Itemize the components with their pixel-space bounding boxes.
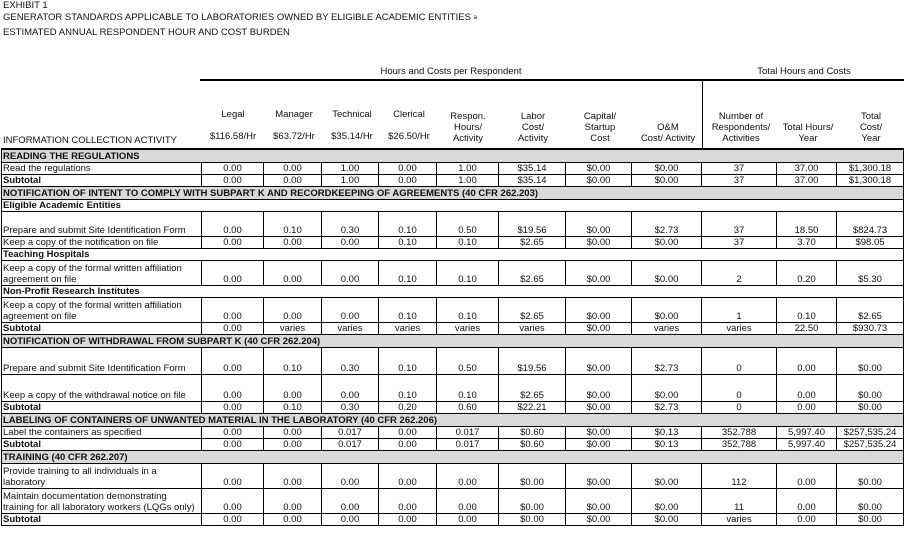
value-cell: $0.00 [837,464,904,489]
value-cell: $0.00 [566,175,632,187]
value-cell: 0.00 [379,464,437,489]
table-row [2,489,904,514]
table-row [2,375,904,402]
value-cell: 37 [702,175,777,187]
col-clerical: Clerical $26.50/Hr [388,109,430,142]
value-cell: $0.00 [499,464,566,489]
value-cell: $98.05 [837,237,904,249]
value-cell: $0.00 [632,261,702,286]
value-cell: $0.60 [499,439,566,451]
value-cell: 0.10 [264,402,322,414]
value-cell: 0.10 [437,298,499,323]
exhibit-label: EXHIBIT 1 [3,0,48,11]
value-cell: 0.017 [437,427,499,439]
value-cell: 0.20 [777,261,837,286]
value-cell: 0.00 [264,175,322,187]
value-cell: $0.00 [566,212,632,237]
value-cell: 0.10 [379,237,437,249]
value-cell: 37.00 [777,175,837,187]
value-cell: 0.00 [264,464,322,489]
value-cell: 0.10 [379,348,437,375]
group-header-totals: Total Hours and Costs [757,66,851,77]
value-cell: 0.00 [379,514,437,526]
value-cell: 0.10 [264,348,322,375]
activity-cell: Subtotal [2,175,202,187]
activity-cell: Prepare and submit Site Identification Form [2,212,202,237]
value-cell: 0.00 [202,212,264,237]
value-cell: $824.73 [837,212,904,237]
activity-cell: Subtotal [2,323,202,335]
value-cell: 37.00 [777,163,837,175]
value-cell: 0.00 [322,514,379,526]
value-cell: 0.10 [264,212,322,237]
value-cell: $0.13 [632,439,702,451]
value-cell: $0.00 [632,375,702,402]
value-cell: 0.10 [437,261,499,286]
value-cell: 0.10 [379,375,437,402]
value-cell: 0.30 [322,402,379,414]
value-cell: 0.00 [202,237,264,249]
value-cell: 0.60 [437,402,499,414]
value-cell: 0.10 [437,237,499,249]
subsection-row [2,249,904,261]
value-cell: $0.00 [566,323,632,335]
value-cell: 5,997.40 [777,427,837,439]
value-cell: 0.00 [202,348,264,375]
value-cell: $0.00 [837,375,904,402]
value-cell: $22.21 [499,402,566,414]
value-cell: $0.00 [632,489,702,514]
value-cell: $5.30 [837,261,904,286]
value-cell: 0.00 [202,514,264,526]
value-cell: $2.65 [499,237,566,249]
value-cell: 0.00 [202,375,264,402]
value-cell: varies [632,323,702,335]
value-cell: 11 [702,489,777,514]
value-cell: 37 [702,237,777,249]
section-title: NOTIFICATION OF WITHDRAWAL FROM SUBPART K (40 CFR 262.204) [2,335,904,348]
table-row [2,298,904,323]
value-cell: $0.00 [566,163,632,175]
value-cell: $0.60 [499,427,566,439]
section-row [2,414,904,427]
activity-cell: Keep a copy of the formal written affiliation agreement on file [2,298,202,323]
value-cell: 1.00 [322,175,379,187]
value-cell: $0.13 [632,427,702,439]
value-cell: 0 [702,348,777,375]
table-row [2,348,904,375]
value-cell: 0.00 [202,489,264,514]
group-header-per-respondent: Hours and Costs per Respondent [380,66,522,77]
activity-cell: Keep a copy of the withdrawal notice on file [2,375,202,402]
col-respondents: Number of Respondents/ Activities [711,111,771,144]
section-title: NOTIFICATION OF INTENT TO COMPLY WITH SUBPART K AND RECORDKEEPING OF AGREEMENTS (40 CFR 262.203) [2,187,904,200]
value-cell: 0.017 [437,439,499,451]
value-cell: $2.65 [499,298,566,323]
value-cell: 0.00 [202,464,264,489]
value-cell: 0.017 [322,427,379,439]
value-cell: 1.00 [322,163,379,175]
value-cell: 1 [702,298,777,323]
table-row [2,163,904,175]
subsection-title: Teaching Hospitals [2,249,904,261]
value-cell: 0.00 [202,439,264,451]
value-cell: $0.00 [632,163,702,175]
value-cell: 0.00 [777,514,837,526]
value-cell: $2.73 [632,402,702,414]
value-cell: $35.14 [499,175,566,187]
value-cell: 0.00 [264,163,322,175]
activity-cell: Prepare and submit Site Identification Form [2,348,202,375]
col-legal: Legal $116.58/Hr [209,109,257,142]
value-cell: 352,788 [702,439,777,451]
value-cell: 0.00 [379,163,437,175]
value-cell: 0.50 [437,348,499,375]
value-cell: $0.00 [837,489,904,514]
value-cell: $0.00 [566,237,632,249]
value-cell: $2.65 [837,298,904,323]
section-row [2,335,904,348]
value-cell: 0.00 [202,323,264,335]
value-cell: 0.00 [322,298,379,323]
subsection-title: Eligible Academic Entities [2,200,904,212]
value-cell: 0.10 [777,298,837,323]
value-cell: varies [437,323,499,335]
subsection-row [2,200,904,212]
exhibit-title [3,12,477,24]
value-cell: 0.50 [437,212,499,237]
activity-cell: Maintain documentation demonstrating training for all laboratory workers (LQGs only) [2,489,202,514]
value-cell: $0.00 [566,464,632,489]
value-cell: $0.00 [566,261,632,286]
value-cell: $2.65 [499,261,566,286]
value-cell: 0.00 [264,375,322,402]
activity-cell: Provide training to all individuals in a laboratory [2,464,202,489]
value-cell: $930.73 [837,323,904,335]
table-row [2,464,904,489]
value-cell: $0.00 [566,402,632,414]
col-labor-cost: Labor Cost/ Activity [517,111,549,144]
value-cell: 2 [702,261,777,286]
section-row [2,451,904,464]
value-cell: 3.70 [777,237,837,249]
value-cell: 0.00 [322,261,379,286]
value-cell: $0.00 [632,514,702,526]
col-om-cost: O&M Cost/ Activity [640,122,696,144]
value-cell: 1.00 [437,163,499,175]
value-cell: $0.00 [499,514,566,526]
value-cell: 0.017 [322,439,379,451]
value-cell: $0.00 [566,427,632,439]
value-cell: varies [322,323,379,335]
value-cell: 0.30 [322,212,379,237]
value-cell: varies [499,323,566,335]
value-cell: $257,535.24 [837,427,904,439]
value-cell: $0.00 [566,348,632,375]
value-cell: varies [264,323,322,335]
subtotal-row [2,439,904,451]
value-cell: 5,997.40 [777,439,837,451]
value-cell: $0.00 [632,237,702,249]
value-cell: 0.30 [322,348,379,375]
col-respon-hours: Respon. Hours/ Activity [450,111,486,144]
subtotal-row [2,402,904,414]
value-cell: $0.00 [632,464,702,489]
value-cell: 22.50 [777,323,837,335]
value-cell: $0.00 [566,489,632,514]
col-technical: Technical $35.14/Hr [331,109,373,142]
value-cell: $2.73 [632,212,702,237]
value-cell: 0.00 [379,427,437,439]
value-cell: $0.00 [837,402,904,414]
value-cell: 0.00 [322,489,379,514]
title-footnote: a [473,15,477,21]
value-cell: $0.00 [632,298,702,323]
value-cell: $0.00 [837,348,904,375]
value-cell: 0.00 [777,464,837,489]
value-cell: 0.00 [777,402,837,414]
value-cell: 0.00 [437,489,499,514]
value-cell: $19.56 [499,348,566,375]
value-cell: 0.00 [202,427,264,439]
value-cell: $0.00 [566,439,632,451]
value-cell: 0.00 [379,175,437,187]
value-cell: $0.00 [499,489,566,514]
col-activity: INFORMATION COLLECTION ACTIVITY [3,135,178,146]
col-capital-cost: Capital/ Startup Cost [583,111,617,144]
table-row [2,212,904,237]
value-cell: 0.00 [777,375,837,402]
value-cell: 37 [702,163,777,175]
value-cell: varies [379,323,437,335]
section-row [2,149,904,163]
value-cell: $0.00 [837,514,904,526]
section-title: LABELING OF CONTAINERS OF UNWANTED MATERIAL IN THE LABORATORY (40 CFR 262.206) [2,414,904,427]
activity-cell: Subtotal [2,439,202,451]
value-cell: 1.00 [437,175,499,187]
value-cell: 0.00 [264,439,322,451]
section-title: TRAINING (40 CFR 262.207) [2,451,904,464]
value-cell: 0.00 [202,175,264,187]
value-cell: 0.00 [437,464,499,489]
table-row [2,427,904,439]
value-cell: 0.00 [264,514,322,526]
value-cell: 0.00 [264,489,322,514]
section-title: READING THE REGULATIONS [2,149,904,163]
activity-cell: Keep a copy of the formal written affiliation agreement on file [2,261,202,286]
value-cell: 0.00 [202,163,264,175]
value-cell: 0.00 [379,439,437,451]
value-cell: $1,300.18 [837,163,904,175]
value-cell: 0.00 [322,375,379,402]
value-cell: 0.00 [264,427,322,439]
value-cell: 0.10 [379,298,437,323]
table-row [2,237,904,249]
value-cell: 0.00 [202,298,264,323]
value-cell: $0.00 [566,514,632,526]
group-header-rule [200,79,904,81]
value-cell: varies [702,323,777,335]
activity-cell: Label the containers as specified [2,427,202,439]
value-cell: $19.56 [499,212,566,237]
subtotal-row [2,323,904,335]
subtotal-row [2,514,904,526]
activity-cell: Keep a copy of the notification on file [2,237,202,249]
value-cell: 0.00 [379,489,437,514]
value-cell: $0.00 [566,375,632,402]
value-cell: 0.10 [437,375,499,402]
subsection-title: Non-Profit Research Institutes [2,286,904,298]
col-total-hours: Total Hours/ Year [782,122,834,144]
value-cell: 0 [702,375,777,402]
value-cell: 0.00 [777,489,837,514]
value-cell: 0.00 [437,514,499,526]
value-cell: $2.73 [632,348,702,375]
value-cell: 18.50 [777,212,837,237]
title-text: GENERATOR STANDARDS APPLICABLE TO LABORATORIES OWNED BY ELIGIBLE ACADEMIC ENTITIES [3,12,471,23]
value-cell: 0.00 [264,261,322,286]
value-cell: 0.10 [379,261,437,286]
activity-cell: Subtotal [2,514,202,526]
value-cell: 0.00 [322,464,379,489]
value-cell: $257,535.24 [837,439,904,451]
value-cell: varies [702,514,777,526]
value-cell: $2.65 [499,375,566,402]
value-cell: $0.00 [566,298,632,323]
value-cell: 112 [702,464,777,489]
value-cell: $0.00 [632,175,702,187]
value-cell: 352,788 [702,427,777,439]
subsection-row [2,286,904,298]
col-total-cost: Total Cost/ Year [859,111,883,144]
value-cell: 0.20 [379,402,437,414]
exhibit-subtitle: ESTIMATED ANNUAL RESPONDENT HOUR AND COST BURDEN [3,27,290,38]
value-cell: 37 [702,212,777,237]
value-cell: 0.00 [322,237,379,249]
col-manager: Manager $63.72/Hr [273,109,315,142]
value-cell: 0 [702,402,777,414]
value-cell: 0.00 [777,348,837,375]
value-cell: 0.00 [264,237,322,249]
value-cell: 0.00 [202,261,264,286]
section-row [2,187,904,200]
value-cell: $1,300.18 [837,175,904,187]
value-cell: 0.00 [202,402,264,414]
value-cell: $35.14 [499,163,566,175]
table-row [2,261,904,286]
value-cell: 0.10 [379,212,437,237]
subtotal-row [2,175,904,187]
activity-cell: Subtotal [2,402,202,414]
value-cell: 0.00 [264,298,322,323]
activity-cell: Read the regulations [2,163,202,175]
burden-table [1,148,904,526]
